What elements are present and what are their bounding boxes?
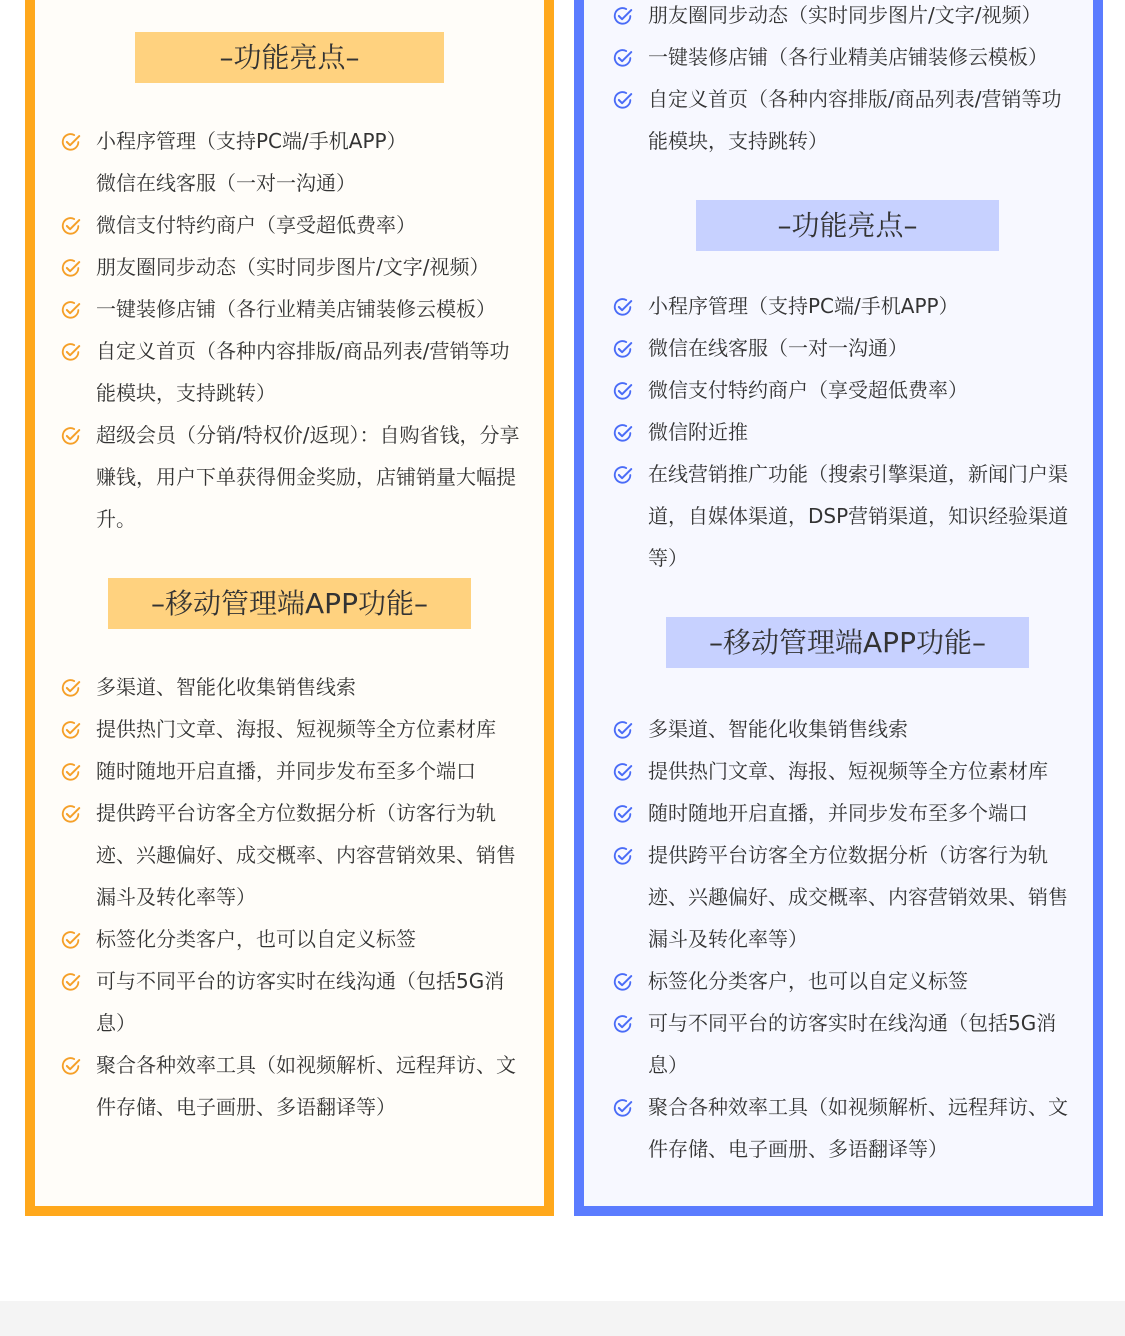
feature-list-item: [612, 369, 1072, 411]
app-feature-list-item: [60, 666, 520, 708]
check-circle-icon: [60, 215, 82, 237]
feature-text: 可与不同平台的访客实时在线沟通（包括5G消息）: [96, 969, 505, 1035]
check-circle-icon: [60, 131, 82, 153]
feature-text: 超级会员（分销/特权价/返现）：自购省钱，分享赚钱，用户下单获得佣金奖励，店铺销量大幅提升。: [96, 423, 520, 531]
feature-text: 微信支付特约商户（享受超低费率）: [648, 378, 968, 402]
check-circle-icon: [612, 1013, 634, 1035]
check-circle-icon: [60, 257, 82, 279]
check-circle-icon: [612, 1097, 634, 1119]
feature-text: 朋友圈同步动态（实时同步图片/文字/视频）: [96, 255, 490, 279]
feature-text: 微信附近推: [648, 420, 748, 444]
feature-text: 随时随地开启直播，并同步发布至多个端口: [96, 759, 476, 783]
app-feature-list-item: [60, 792, 520, 918]
app-feature-list-item: [612, 834, 1072, 960]
feature-list-item: [60, 246, 520, 288]
check-circle-icon: [60, 299, 82, 321]
feature-text: 自定义首页（各种内容排版/商品列表/营销等功能模块，支持跳转）: [648, 87, 1062, 153]
app-feature-list-item: [612, 1002, 1072, 1086]
feature-text: 标签化分类客户，也可以自定义标签: [648, 969, 968, 993]
feature-text: 提供跨平台访客全方位数据分析（访客行为轨迹、兴趣偏好、成交概率、内容营销效果、销售漏斗及转化率等）: [648, 843, 1068, 951]
right-section-title-highlights: –功能亮点–: [696, 200, 999, 251]
feature-list-item: [60, 288, 520, 330]
feature-text: 多渠道、智能化收集销售线索: [96, 675, 356, 699]
feature-text: 可与不同平台的访客实时在线沟通（包括5G消息）: [648, 1011, 1057, 1077]
feature-list-item: [612, 327, 1072, 369]
check-circle-icon: [612, 803, 634, 825]
check-circle-icon: [60, 971, 82, 993]
feature-text: 朋友圈同步动态（实时同步图片/文字/视频）: [648, 3, 1042, 27]
footer-band: [0, 1301, 1125, 1336]
feature-list-item: [60, 204, 520, 246]
feature-list-item: [612, 78, 1072, 162]
app-feature-list-item: [60, 918, 520, 960]
check-circle-icon: [612, 845, 634, 867]
app-feature-list-item: [612, 960, 1072, 1002]
check-circle-icon: [60, 761, 82, 783]
left-section-title-mobile-app: –移动管理端APP功能–: [108, 578, 471, 629]
check-circle-icon: [612, 296, 634, 318]
check-circle-icon: [612, 422, 634, 444]
feature-list-item: [612, 453, 1072, 579]
feature-text: 小程序管理（支持PC端/手机APP）: [96, 129, 407, 153]
feature-list-item: [60, 330, 520, 414]
app-feature-list-item: [612, 1086, 1072, 1170]
feature-text: 多渠道、智能化收集销售线索: [648, 717, 908, 741]
check-circle-icon: [612, 47, 634, 69]
app-feature-list-item: [612, 792, 1072, 834]
feature-text: 随时随地开启直播，并同步发布至多个端口: [648, 801, 1028, 825]
check-circle-icon: [60, 677, 82, 699]
check-circle-icon: [60, 719, 82, 741]
feature-list-item: [60, 162, 520, 204]
feature-list-item: [612, 411, 1072, 453]
check-circle-icon: [612, 761, 634, 783]
check-circle-icon: [60, 803, 82, 825]
app-feature-list-item: [60, 708, 520, 750]
feature-text: 聚合各种效率工具（如视频解析、远程拜访、文件存储、电子画册、多语翻译等）: [648, 1095, 1068, 1161]
feature-list-item: [612, 36, 1072, 78]
check-circle-icon: [612, 5, 634, 27]
check-circle-icon: [612, 380, 634, 402]
feature-list-item: [612, 285, 1072, 327]
feature-text: 提供热门文章、海报、短视频等全方位素材库: [96, 717, 496, 741]
feature-list-item: [612, 0, 1072, 36]
feature-text: 微信在线客服（一对一沟通）: [648, 336, 908, 360]
feature-text: 提供跨平台访客全方位数据分析（访客行为轨迹、兴趣偏好、成交概率、内容营销效果、销售漏斗及转化率等）: [96, 801, 516, 909]
feature-text: 一键装修店铺（各行业精美店铺装修云模板）: [96, 297, 496, 321]
left-section-title-highlights: –功能亮点–: [135, 32, 444, 83]
feature-text: 自定义首页（各种内容排版/商品列表/营销等功能模块，支持跳转）: [96, 339, 510, 405]
feature-text: 提供热门文章、海报、短视频等全方位素材库: [648, 759, 1048, 783]
feature-list-item: [60, 120, 520, 162]
app-feature-list-item: [60, 750, 520, 792]
check-circle-icon: [60, 929, 82, 951]
check-circle-icon: [612, 464, 634, 486]
app-feature-list-item: [60, 960, 520, 1044]
feature-list-item: [60, 414, 520, 540]
check-circle-icon: [612, 971, 634, 993]
check-circle-icon: [612, 89, 634, 111]
check-circle-icon: [60, 1055, 82, 1077]
check-circle-icon: [612, 338, 634, 360]
app-feature-list-item: [60, 1044, 520, 1128]
check-circle-icon: [60, 425, 82, 447]
check-circle-icon: [60, 341, 82, 363]
right-section-title-mobile-app: –移动管理端APP功能–: [666, 617, 1029, 668]
app-feature-list-item: [612, 750, 1072, 792]
feature-text: 聚合各种效率工具（如视频解析、远程拜访、文件存储、电子画册、多语翻译等）: [96, 1053, 516, 1119]
app-feature-list-item: [612, 708, 1072, 750]
feature-text: 微信在线客服（一对一沟通）: [96, 171, 356, 195]
feature-text: 小程序管理（支持PC端/手机APP）: [648, 294, 959, 318]
feature-text: 一键装修店铺（各行业精美店铺装修云模板）: [648, 45, 1048, 69]
feature-text: 在线营销推广功能（搜索引擎渠道，新闻门户渠道，自媒体渠道，DSP营销渠道，知识经验渠道等）: [648, 462, 1069, 570]
feature-text: 标签化分类客户，也可以自定义标签: [96, 927, 416, 951]
check-circle-icon: [612, 719, 634, 741]
feature-text: 微信支付特约商户（享受超低费率）: [96, 213, 416, 237]
